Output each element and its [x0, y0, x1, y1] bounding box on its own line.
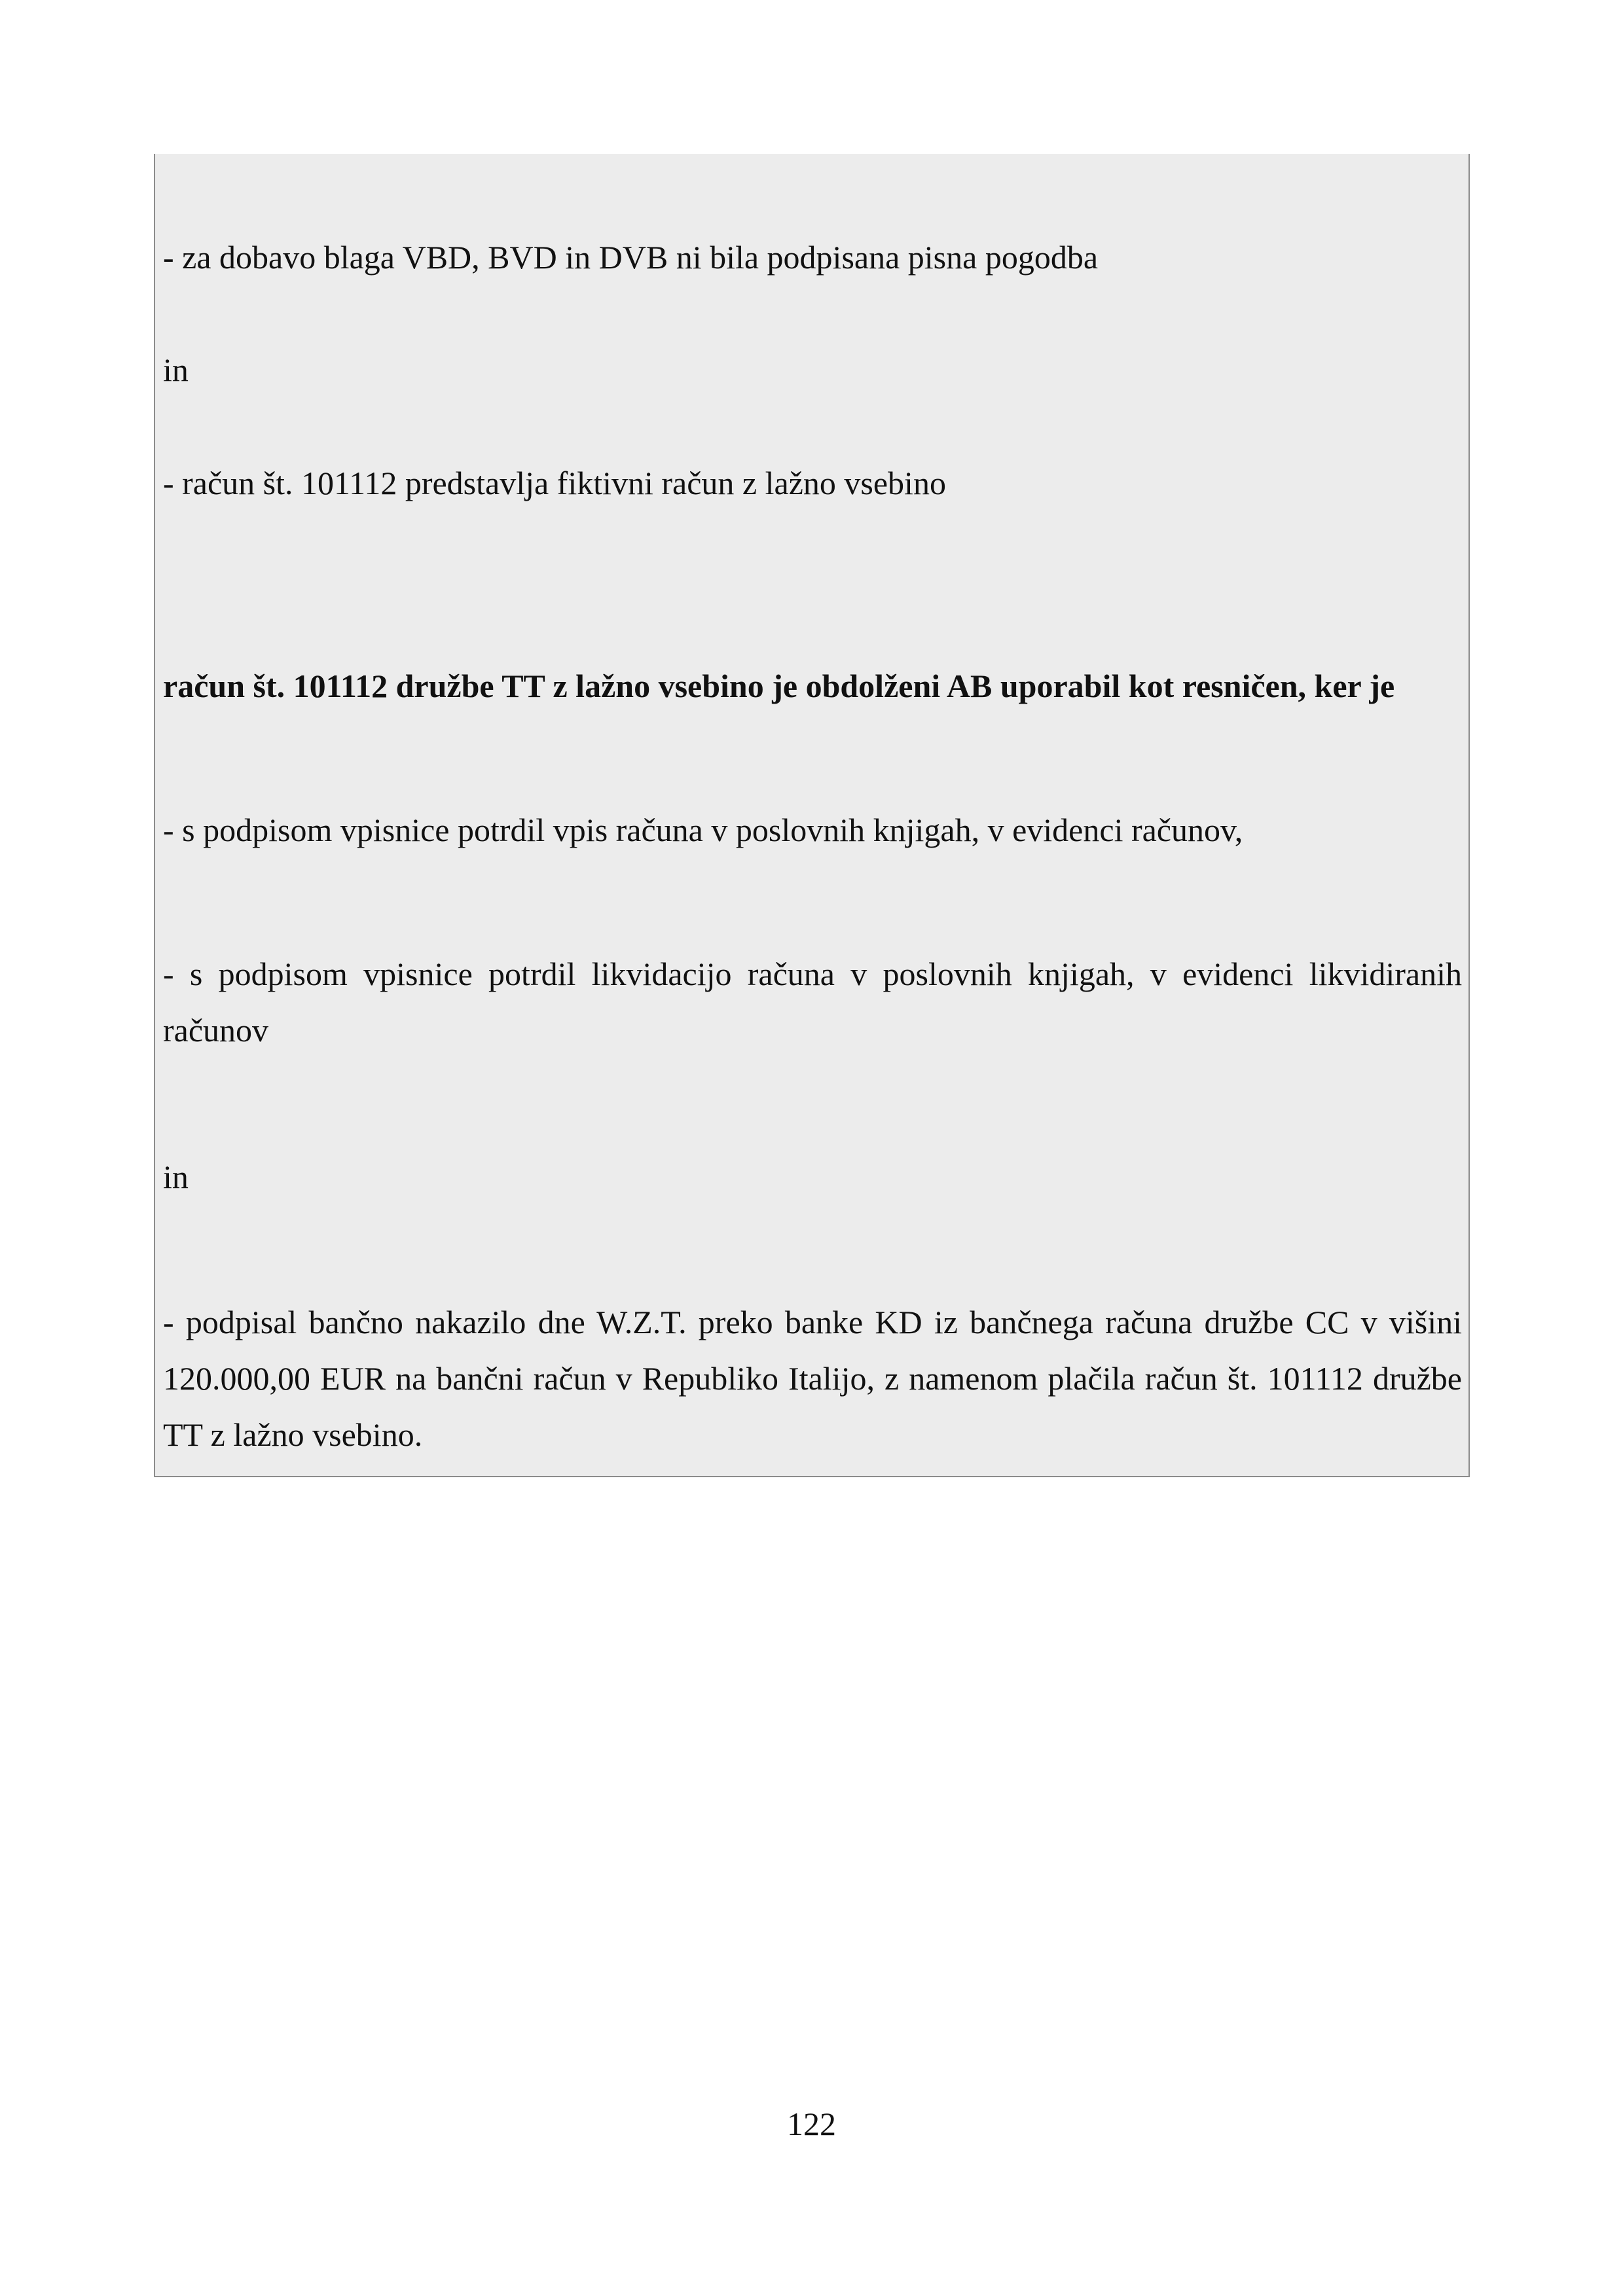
text-line-in-1: in: [163, 351, 189, 388]
page-number: 122: [787, 2106, 836, 2142]
text-line-signature-entry: - s podpisom vpisnice potrdil vpis računa v poslovnih knjigah, v evidenci računov,: [163, 812, 1243, 848]
text-line-in-2: in: [163, 1158, 189, 1195]
text-line-fictitious-invoice: - račun št. 101112 predstavlja fiktivni račun z lažno vsebino: [163, 465, 946, 501]
text-para-bank-transfer: - podpisal bančno nakazilo dne W.Z.T. preko banke KD iz bančnega računa družbe CC v višini 120.000,00 EUR na bančni račun v Republiko Italijo, z namenom plačila račun št. 101112 družbe TT z lažno vsebino.: [163, 1304, 1462, 1453]
text-line-bold-statement: račun št. 101112 družbe TT z lažno vsebino je obdolženi AB uporabil kot resničen, ker je: [163, 668, 1395, 704]
text-para-liquidation: - s podpisom vpisnice potrdil likvidacijo računa v poslovnih knjigah, v evidenci likvidiranih računov: [163, 956, 1462, 1049]
shaded-text-box: [154, 154, 1470, 1477]
text-line-no-contract: - za dobavo blaga VBD, BVD in DVB ni bila podpisana pisna pogodba: [163, 239, 1099, 276]
